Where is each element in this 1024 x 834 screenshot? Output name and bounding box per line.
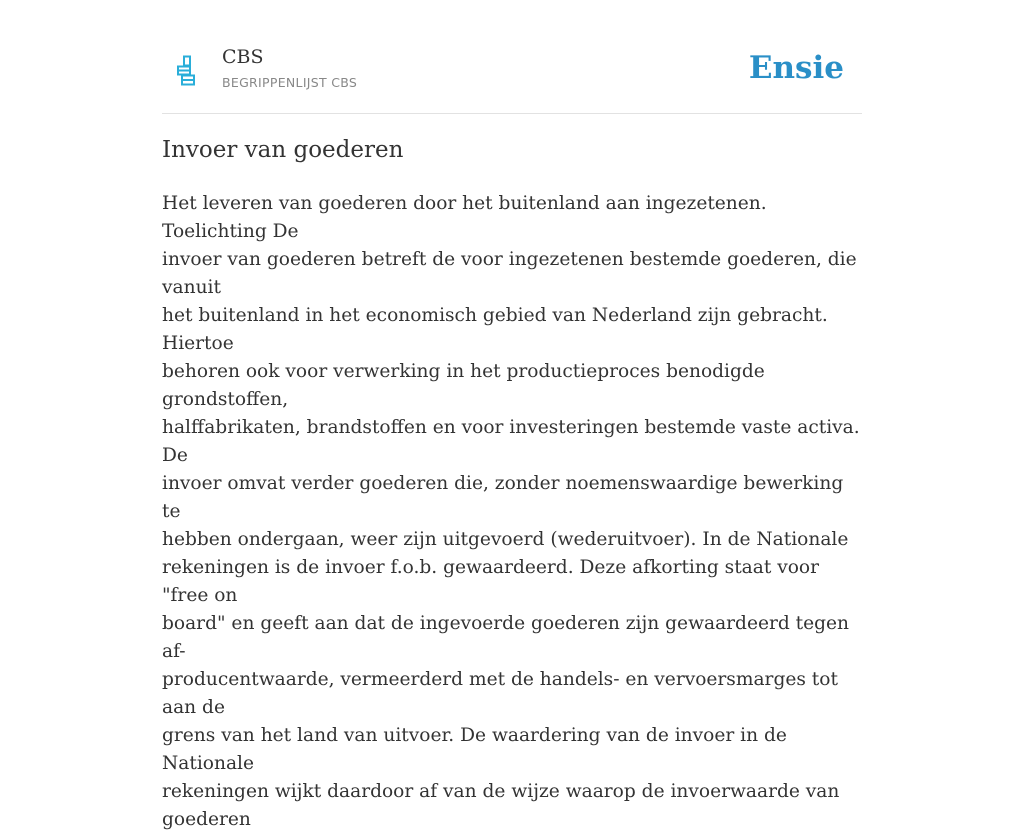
ensie-brand-logo[interactable]: Ensie xyxy=(748,50,844,86)
organization-name[interactable]: CBS xyxy=(222,46,264,68)
term-definition: Het leveren van goederen door het buitenland aan ingezetenen. Toelichting De invoer van goederen betreft de voor ingezetenen bestemde goederen, die vanuit het buitenland in het economisch gebied van Nederland zijn gebracht. Hiertoe behoren ook voor verwerking in het productieproces benodigde grondstoffen, halffabrikaten, brandstoffen en voor investeringen bestemde vaste activa. De invoer omvat verder goederen die, zonder noemenswaardige bewerking te hebben ondergaan, weer zijn uitgevoerd (wederuitvoer). In de Nationale rekeningen is de invoer f.o.b. gewaardeerd. Deze afkorting staat voor "free on board" en geeft aan dat de ingevoerde goederen zijn gewaardeerd tegen af- producentwaarde, vermeerderd met de handels- en vervoersmarges tot aan de grens van het land van uitvoer. De waardering van de invoer in de Nationale rekeningen wijkt daardoor af van de wijze waarop de invoerwaarde van goederen xyxy=(162,193,860,830)
glossary-subtitle[interactable]: BEGRIPPENLIJST CBS xyxy=(222,75,358,90)
term-title: Invoer van goederen xyxy=(162,137,404,163)
cbs-logo-icon[interactable] xyxy=(176,55,196,87)
header xyxy=(162,0,862,114)
